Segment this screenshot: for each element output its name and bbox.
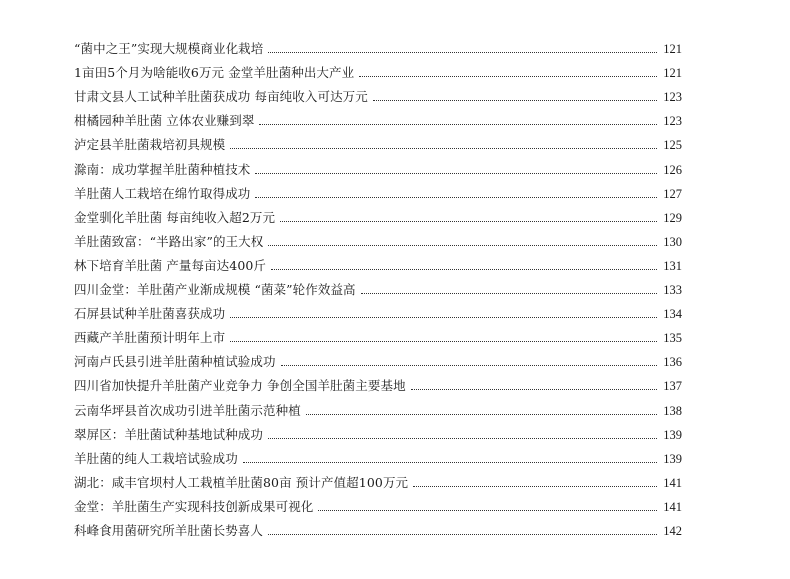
toc-entry[interactable] — [74, 129, 682, 153]
dot-leader — [268, 51, 657, 53]
toc-entry[interactable] — [74, 202, 682, 226]
toc-entry[interactable] — [74, 394, 682, 418]
toc-entry-title: 河南卢氏县引进羊肚菌种植试验成功 — [74, 354, 276, 370]
dot-leader — [361, 292, 657, 294]
dot-leader — [255, 196, 657, 198]
toc-entry[interactable] — [74, 443, 682, 467]
toc-entry-page: 121 — [663, 42, 682, 57]
toc-entry-title: 金堂驯化羊肚菌 每亩纯收入超2万元 — [74, 209, 276, 225]
toc-entry[interactable] — [74, 370, 682, 394]
toc-entry-title: 四川金堂：羊肚菌产业渐成规模 “菌菜”轮作效益高 — [74, 282, 356, 298]
toc-entry-title: 四川省加快提升羊肚菌产业竞争力 争创全国羊肚菌主要基地 — [74, 378, 406, 394]
dot-leader — [413, 485, 657, 487]
toc-entry[interactable] — [74, 57, 682, 81]
toc-entry-page: 131 — [663, 258, 682, 273]
dot-leader — [271, 268, 657, 270]
toc-entry-page: 134 — [663, 307, 682, 322]
toc-entry-page: 138 — [663, 403, 682, 418]
toc-entry-title: 林下培育羊肚菌 产量每亩达400斤 — [74, 257, 267, 273]
toc-entry-title: “菌中之王”实现大规模商业化栽培 — [74, 41, 264, 57]
toc-entry-page: 121 — [663, 66, 682, 81]
toc-entry-page: 126 — [663, 162, 682, 177]
toc-entry-title: 云南华坪县首次成功引进羊肚菌示范种植 — [74, 402, 301, 418]
toc-entry-page: 129 — [663, 210, 682, 225]
toc-entry[interactable] — [74, 346, 682, 370]
toc-entry-page: 133 — [663, 283, 682, 298]
toc-entry[interactable] — [74, 467, 682, 491]
dot-leader — [373, 99, 657, 101]
dot-leader — [411, 388, 657, 390]
toc-entry-title: 石屏县试种羊肚菌喜获成功 — [74, 306, 226, 322]
toc-entry-page: 139 — [663, 451, 682, 466]
toc-entry-title: 科峰食用菌研究所羊肚菌长势喜人 — [74, 522, 264, 538]
dot-leader — [255, 172, 657, 174]
dot-leader — [243, 461, 657, 463]
toc-entry-title: 羊肚菌的纯人工栽培试验成功 — [74, 450, 238, 466]
toc-entry[interactable] — [74, 491, 682, 515]
dot-leader — [318, 509, 657, 511]
toc-entry-title: 1亩田5个月为啥能收6万元 金堂羊肚菌种出大产业 — [74, 65, 355, 81]
dot-leader — [281, 364, 657, 366]
toc-entry-title: 柑橘园种羊肚菌 立体农业赚到翠 — [74, 113, 255, 129]
toc-entry-page: 139 — [663, 427, 682, 442]
dot-leader — [230, 340, 657, 342]
toc-entry-title: 翠屏区：羊肚菌试种基地试种成功 — [74, 426, 264, 442]
toc-entry[interactable] — [74, 419, 682, 443]
dot-leader — [230, 147, 657, 149]
dot-leader — [268, 533, 657, 535]
toc-entry-page: 141 — [663, 475, 682, 490]
toc-entry-title: 泸定县羊肚菌栽培初具规模 — [74, 137, 226, 153]
dot-leader — [230, 316, 657, 318]
toc-entry-title: 羊肚菌人工栽培在绵竹取得成功 — [74, 185, 251, 201]
toc-entry[interactable] — [74, 298, 682, 322]
table-of-contents — [74, 33, 682, 539]
toc-entry-title: 羊肚菌致富：“半路出家”的王大权 — [74, 233, 264, 249]
toc-entry[interactable] — [74, 250, 682, 274]
dot-leader — [268, 244, 657, 246]
toc-entry[interactable] — [74, 226, 682, 250]
toc-entry-page: 137 — [663, 379, 682, 394]
dot-leader — [268, 437, 657, 439]
toc-entry[interactable] — [74, 105, 682, 129]
toc-entry-page: 123 — [663, 90, 682, 105]
dot-leader — [259, 123, 657, 125]
toc-entry[interactable] — [74, 81, 682, 105]
toc-entry-title: 甘肃文县人工试种羊肚菌获成功 每亩纯收入可达万元 — [74, 89, 368, 105]
toc-entry-page: 130 — [663, 234, 682, 249]
toc-entry-title: 滁南：成功掌握羊肚菌种植技术 — [74, 161, 251, 177]
dot-leader — [306, 413, 657, 415]
toc-entry-page: 135 — [663, 331, 682, 346]
toc-entry-title: 湖北：咸丰官坝村人工栽植羊肚菌80亩 预计产值超100万元 — [74, 474, 409, 490]
toc-entry[interactable] — [74, 274, 682, 298]
toc-entry[interactable] — [74, 322, 682, 346]
toc-entry-page: 141 — [663, 499, 682, 514]
dot-leader — [280, 220, 657, 222]
toc-entry[interactable] — [74, 178, 682, 202]
toc-entry-title: 金堂：羊肚菌生产实现科技创新成果可视化 — [74, 498, 314, 514]
toc-entry-page: 142 — [663, 523, 682, 538]
toc-entry[interactable] — [74, 153, 682, 177]
toc-entry-title: 西藏产羊肚菌预计明年上市 — [74, 330, 226, 346]
toc-entry-page: 136 — [663, 355, 682, 370]
toc-entry[interactable] — [74, 33, 682, 57]
toc-entry-page: 127 — [663, 186, 682, 201]
toc-entry-page: 125 — [663, 138, 682, 153]
dot-leader — [359, 75, 657, 77]
toc-entry[interactable] — [74, 515, 682, 539]
toc-entry-page: 123 — [663, 114, 682, 129]
